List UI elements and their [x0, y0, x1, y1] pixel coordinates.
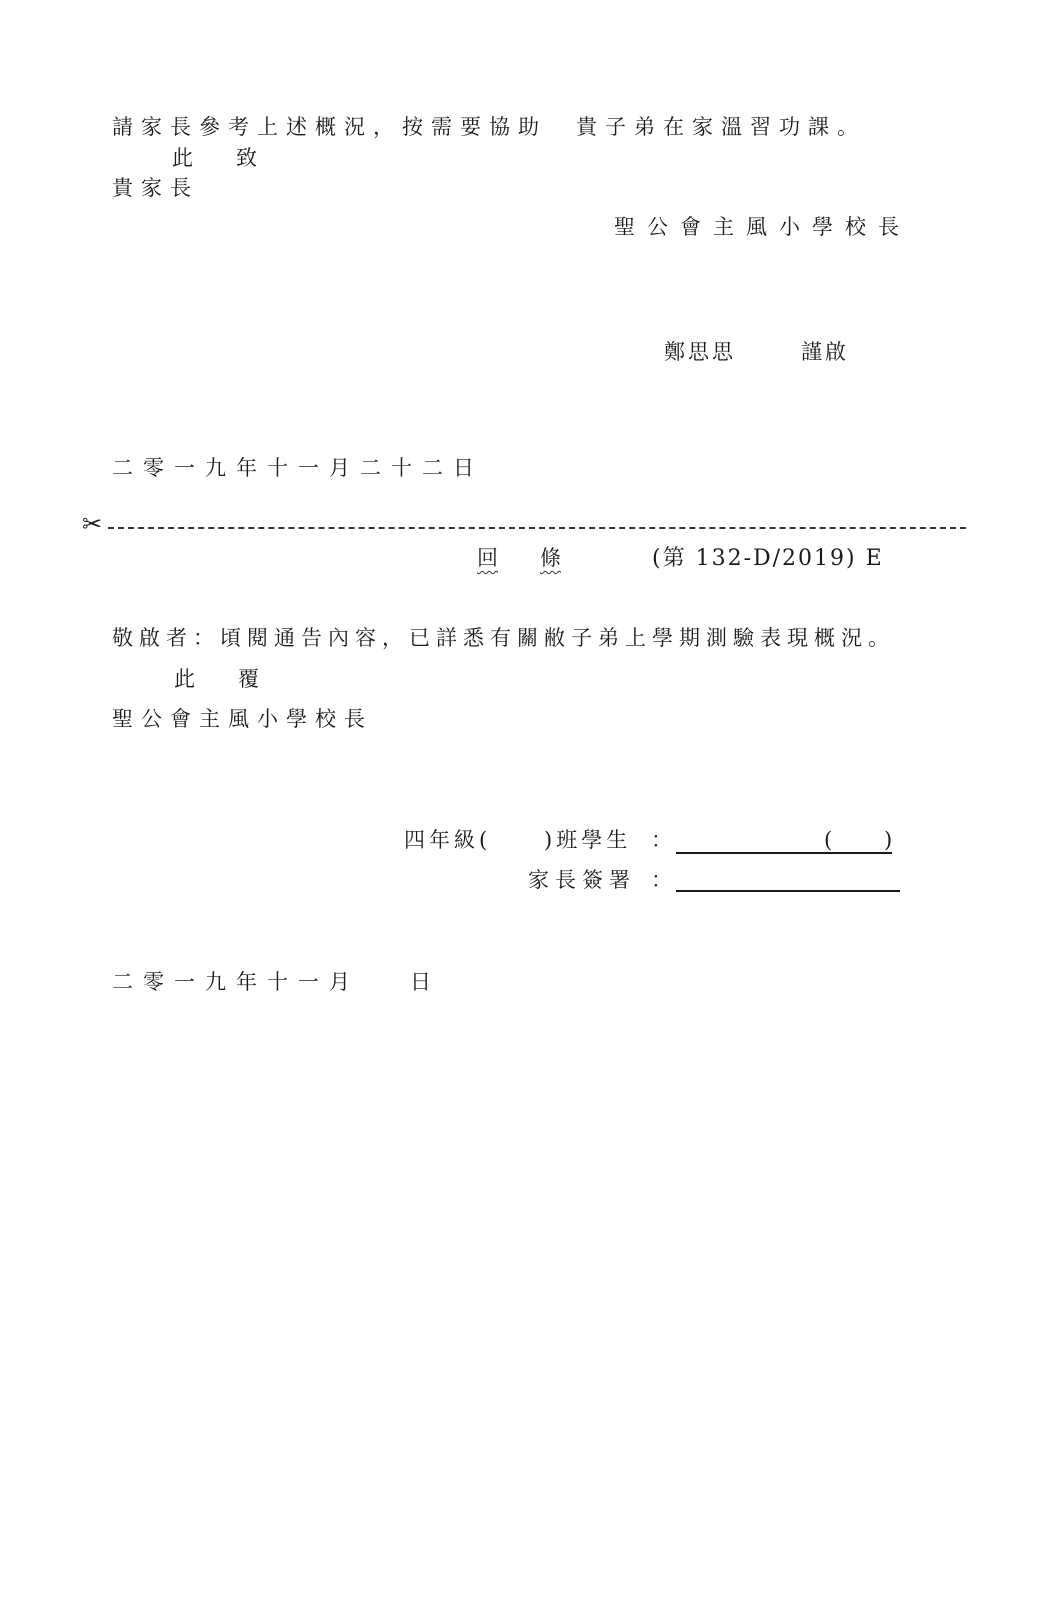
reply-salutation-word2: 覆 — [238, 667, 267, 691]
reply-title-char2: 條 — [540, 546, 561, 570]
reply-date-prefix: 二零一九年十一月 — [112, 970, 360, 994]
reply-title-char1: 回 — [477, 546, 498, 570]
notice-salutation-word1: 此 — [172, 146, 201, 170]
parent-signature-field[interactable] — [676, 890, 900, 892]
class-label-prefix: 四年級( — [404, 828, 492, 852]
student-colon: ： — [651, 828, 672, 852]
student-number-bracket-close: ) — [884, 828, 893, 852]
notice-sender: 聖公會主風小學校長 — [614, 215, 911, 239]
notice-body: 請家長參考上述概況，按需要協助 貴子弟在家溫習功課。 — [112, 115, 866, 139]
parent-signature-colon: ： — [651, 868, 672, 892]
student-name-field[interactable] — [676, 852, 892, 854]
student-number-bracket-open: ( — [824, 828, 833, 852]
reply-salutation-word1: 此 — [174, 667, 203, 691]
reply-reference: (第 132-D/2019) E — [652, 546, 884, 571]
reply-addressee: 聖公會主風小學校長 — [112, 707, 373, 731]
notice-signer-closing: 謹啟 — [801, 340, 849, 364]
cut-line-divider — [108, 527, 966, 529]
notice-salutation-word2: 致 — [236, 146, 265, 170]
reply-body: 敬啟者：頃閱通告內容，已詳悉有關敝子弟上學期測驗表現概況。 — [112, 626, 895, 650]
scissors-icon: ✂ — [82, 510, 103, 538]
notice-date: 二零一九年十一月二十二日 — [112, 456, 484, 480]
reply-date-suffix: 日 — [410, 970, 439, 994]
notice-signer-name: 鄭思思 — [664, 340, 736, 364]
class-label-suffix: )班學生 — [544, 828, 632, 852]
parent-signature-label: 家長簽署 — [528, 868, 636, 892]
notice-addressee: 貴家長 — [112, 176, 199, 200]
